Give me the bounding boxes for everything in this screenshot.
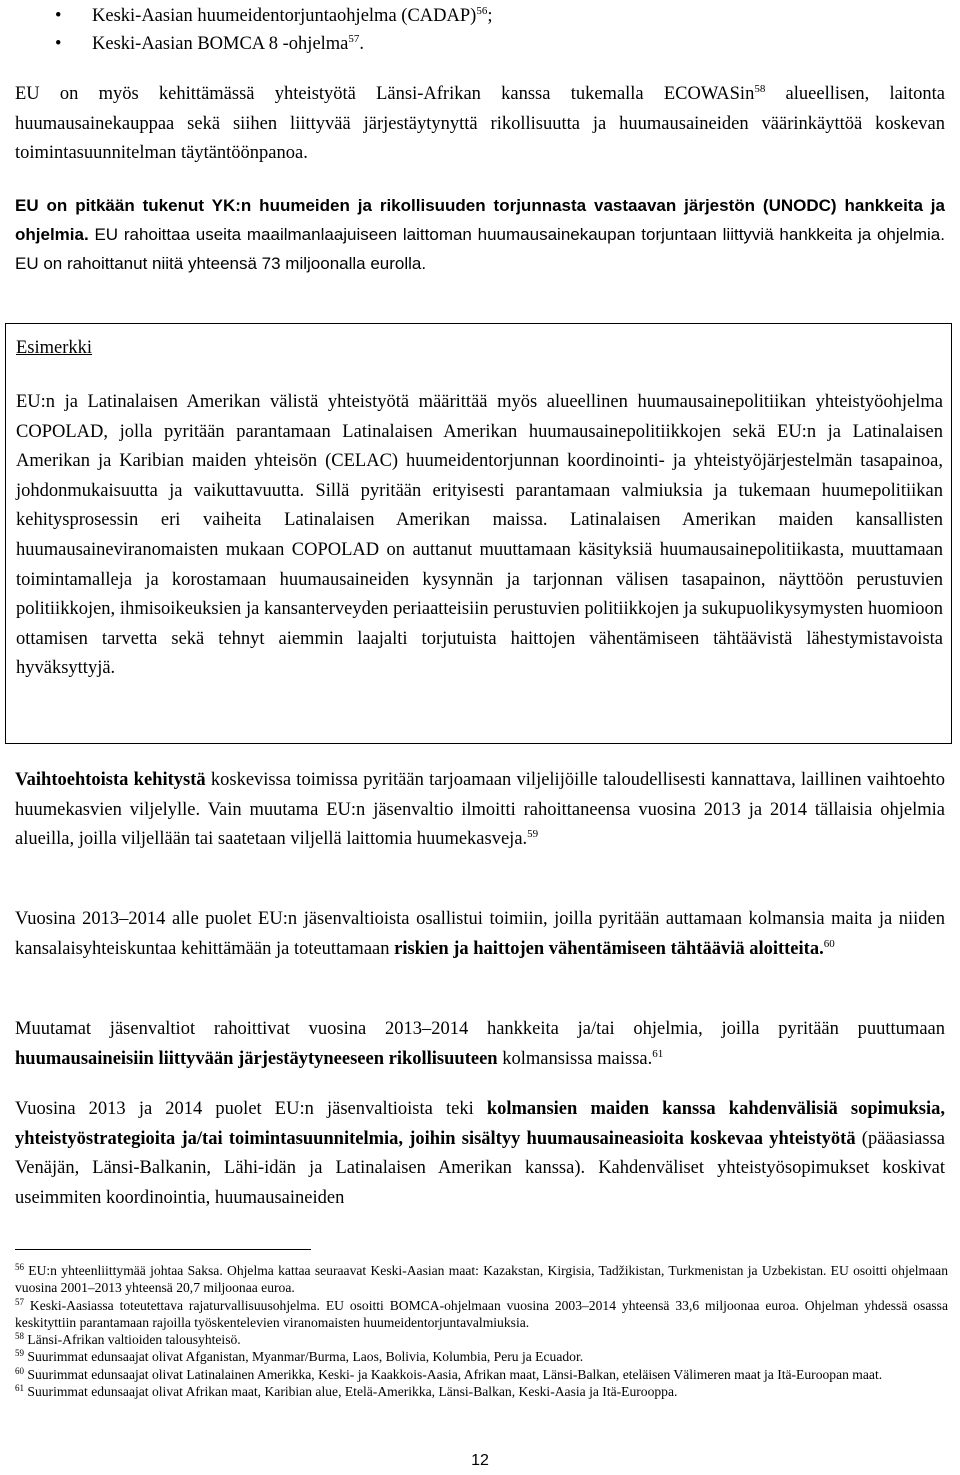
example-box bbox=[5, 323, 952, 744]
footnote-ref[interactable]: 60 bbox=[823, 937, 835, 950]
footnote: $^{61}$ Suurimmat edunsaajat olivat Afrikan maat, Karibian alue, Etelä-Amerikka, Länsi-Balkan, Keski-Aasia ja Itä-Eurooppa. bbox=[15, 1383, 678, 1400]
footnote: $^{59}$ Suurimmat edunsaajat olivat Afganistan, Myanmar/Burma, Laos, Bolivia, Kolumbia, Peru ja Ecuador. bbox=[15, 1348, 584, 1365]
list-item: • Keski-Aasian huumeidentorjuntaohjelma (CADAP)$^{56}$; bbox=[55, 2, 935, 30]
paragraph-unodc: EU on pitkään tukenut YK:n huumeiden ja rikollisuuden torjunnasta vastaavan järjestön (UNODC) hankkeita ja ohjelmia. EU rahoittaa useita maailmanlaajuiseen laittoman huumausainekaupan torjuntaan liittyviä hankkeita ja ohjelmia. EU on rahoittanut niitä yhteensä 73 miljoonalla eurolla. bbox=[15, 196, 945, 273]
list-item-text: Keski-Aasian huumeidentorjuntaohjelma (CADAP) bbox=[92, 6, 477, 26]
footnote-ref[interactable]: 56 bbox=[476, 5, 488, 17]
bullet-icon: • bbox=[55, 34, 62, 54]
footnote: $^{60}$ Suurimmat edunsaajat olivat Latinalainen Amerikka, Keski- ja Kaakkois-Aasia, Afrikan maat, Länsi-Balkan, eteläisen Välimeren maat ja Itä-Euroopan maat. bbox=[15, 1365, 883, 1382]
paragraph-ecowas: EU on myös kehittämässä yhteistyötä Länsi-Afrikan kanssa tukemalla ECOWASin$^{58}$ alueellisen, laitonta huumausainekauppaa sekä siihen liittyvää järjestäytynyttä rikollisuutta ja huumausaineiden väärinkäyttöä koskevan toimintasuunnitelman täytäntöönpanoa. bbox=[15, 83, 945, 164]
list-item-text: Keski-Aasian BOMCA 8 -ohjelma bbox=[92, 34, 349, 54]
paragraph-harm-reduction: Vuosina 2013–2014 alle puolet EU:n jäsenvaltioista osallistui toimiin, joilla pyritään auttamaan kolmansia maita ja niiden kansalaisyhteiskuntaa kehittämään ja toteuttamaan riskien ja haittojen vähentämiseen tähtääviä aloitteita.$^{60}$ bbox=[15, 909, 945, 959]
footnote-ref[interactable]: 58 bbox=[754, 83, 766, 95]
footnote-ref[interactable]: 61 bbox=[652, 1047, 664, 1060]
footnote-divider bbox=[15, 1249, 311, 1250]
list-item: • Keski-Aasian BOMCA 8 -ohjelma$^{57}$. bbox=[55, 30, 935, 58]
example-title: Esimerkki bbox=[16, 338, 93, 358]
paragraph-bilateral: Vuosina 2013 ja 2014 puolet EU:n jäsenvaltioista teki kolmansien maiden kanssa kahdenvälisiä sopimuksia, yhteistyöstrategioita ja/tai toimintasuunnitelmia, joihin sisältyy huumausaineasioita koskevaa yhteistyötä (pääasiassa Venäjän, Länsi-Balkanin, Lähi-idän ja Latinalaisen Amerikan kanssa). Kahdenväliset yhteistyösopimukset koskivat useimmiten koordinointia, huumausaineiden bbox=[15, 1099, 945, 1208]
footnote: $^{57}$ Keski-Aasiassa toteutettava rajaturvallisuusohjelma. EU osoitti BOMCA-ohjelmaan vuosina 2003–2014 yhteensä 33,6 miljoonaa euroa. Ohjelman yhdessä osassa keskityttiin parantamaan rajoilla työskentelevien viranomaisten huumeidentorjuntavalmiuksia. bbox=[15, 1296, 948, 1330]
footnote-ref[interactable]: 59 bbox=[527, 828, 539, 841]
footnote: $^{56}$ EU:n yhteenliittymää johtaa Saksa. Ohjelma kattaa seuraavat Keski-Aasian maat: Kazakstan, Kirgisia, Tadžikistan, Turkmenistan ja Uzbekistan. EU osoitti ohjelmaan vuosina 2001–2013 yhteensä 20,7 miljoonaa euroa. bbox=[15, 1262, 948, 1296]
bullet-icon: • bbox=[55, 6, 62, 26]
paragraph-alternative-development: Vaihtoehtoista kehitystä koskevissa toimissa pyritään tarjoamaan viljelijöille taloudellisesti kannattava, laillinen vaihtoehto huumekasvien viljelylle. Vain muutama EU:n jäsenvaltio ilmoitti rahoittaneensa vuosina 2013 ja 2014 tällaisia ohjelmia alueilla, joilla viljellään tai saatetaan viljellä laittomia huumekasveja.$^{59}$ bbox=[15, 770, 945, 850]
page-number: 12 bbox=[471, 1452, 489, 1469]
example-text: EU:n ja Latinalaisen Amerikan välistä yhteistyötä määrittää myös alueellinen huumausainepolitiikan yhteistyöohjelma COPOLAD, jolla pyritään parantamaan Latinalaisen Amerikan huumausainepolitiikkojen sekä EU:n ja Latinalaisen Amerikan ja Karibian maiden yhteisön (CELAC) huumeidentorjunnan koordinointi- ja yhteistyöjärjestelmän tasapainoa, johdonmukaisuutta ja vaikuttavuutta. Sillä pyritään erityisesti parantamaan valmiuksia ja tukemaan huumepolitiikan kehitysprosessin eri vaiheita Latinalaisen Amerikan maissa. Latinalaisen Amerikan maiden kansallisten huumausaineviranomaisten mukaan COPOLAD on auttanut muuttamaan käsityksiä huumausainepolitiikasta, muuttamaan toimintamalleja ja korostamaan huumausaineiden kysynnän ja tarjonnan välisen tasapainon, näyttöön perustuvien politiikkojen, ihmisoikeuksien ja kansanterveyden periaatteisiin perustuvien politiikkojen ja sukupuolikysymysten huomioon ottamisen tarvetta sekä tehnyt aiemmin laajalti torjutuista haittojen vähentämiseen tähtäävistä lähestymistavoista hyväksyttyjä. bbox=[16, 392, 943, 679]
footnotes bbox=[15, 1262, 948, 1400]
footnote-ref[interactable]: 57 bbox=[348, 33, 360, 45]
bullet-list bbox=[55, 2, 935, 58]
paragraph-organized-crime: Muutamat jäsenvaltiot rahoittivat vuosina 2013–2014 hankkeita ja/tai ohjelmia, joilla pyritään puuttumaan huumausaineisiin liittyvään järjestäytyneeseen rikollisuuteen kolmansissa maissa.$^{61}$ bbox=[15, 1019, 945, 1069]
footnote: $^{58}$ Länsi-Afrikan valtioiden talousyhteisö. bbox=[15, 1331, 241, 1348]
